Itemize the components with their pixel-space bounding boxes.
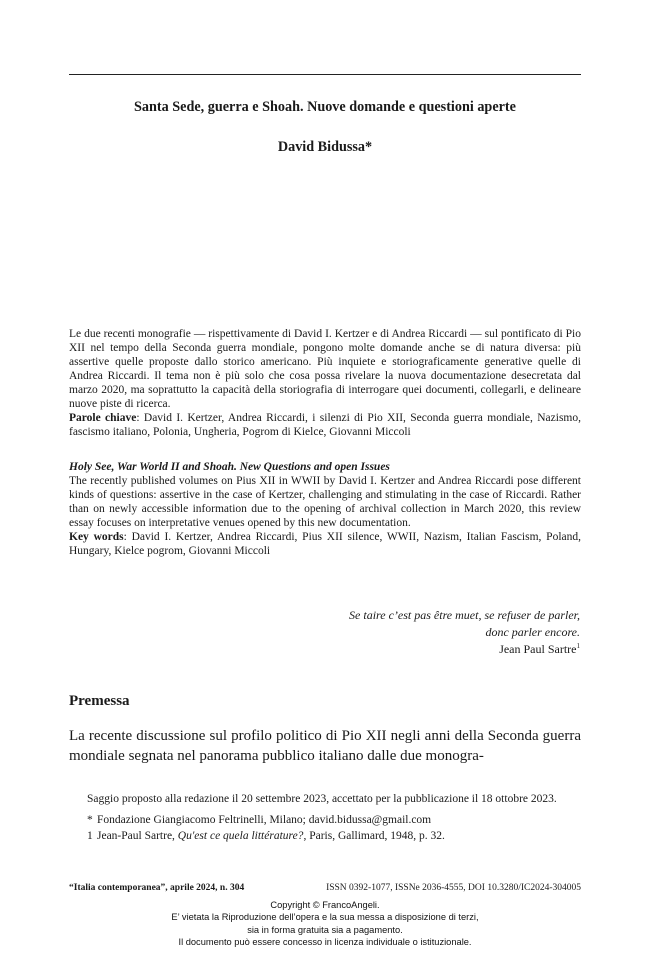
keywords-italian bbox=[69, 411, 581, 439]
epigraph-author: Jean Paul Sartre bbox=[499, 642, 577, 656]
notice-line-4: Il documento può essere concesso in licenza individuale o istituzionale. bbox=[178, 936, 472, 947]
epigraph-line-2: donc parler encore. bbox=[485, 625, 580, 639]
abstract-english bbox=[69, 460, 581, 558]
section-heading: Premessa bbox=[69, 693, 130, 709]
footnote-1-title: Qu'est ce quela littérature? bbox=[177, 830, 304, 842]
keywords-english-list: : David I. Kertzer, Andrea Riccardi, Pius XII silence, WWII, Nazism, Italian Fascism, Poland, Hungary, Kielce pogrom, Giovanni Miccoli bbox=[69, 531, 581, 557]
header-rule bbox=[69, 74, 581, 75]
notice-line-1: Copyright © FrancoAngeli. bbox=[270, 900, 380, 910]
notice-line-3: sia in forma gratuita sia a pagamento. bbox=[247, 924, 403, 935]
footnote-1 bbox=[69, 829, 581, 844]
keywords-english-label: Key words bbox=[69, 531, 124, 543]
abstract-italian-text: Le due recenti monografie — rispettivamente di David I. Kertzer e di Andrea Riccardi — sul pontificato di Pio XII nel tempo della Seconda guerra mondiale, pongono molte domande anche se di natura diversa: più assertive quelle proposte dallo storico americano. Più inquiete e storiograficamente generative quelle di Andrea Riccardi. Il tema non è più solo che cosa possa rivelare la nuova documentazione desecretata dal marzo 2020, ma soprattutto la capacità della storiografia di interrogare quei documenti, collegarli, e delineare nuove piste di ricerca. bbox=[69, 328, 581, 410]
copyright-notice bbox=[0, 899, 650, 948]
footnote-1-mark: 1 bbox=[87, 830, 93, 842]
issn-doi: ISSN 0392-1077, ISSNe 2036-4555, DOI 10.3280/IC2024-304005 bbox=[326, 883, 581, 893]
epigraph-attribution bbox=[349, 641, 580, 658]
keywords-english bbox=[69, 530, 581, 558]
footnote-ref-1[interactable]: 1 bbox=[576, 642, 580, 650]
section-body-text: La recente discussione sul profilo politico di Pio XII negli anni della Seconda guerra mondiale segnata nel panorama pubblico italiano dalle due monogra- bbox=[69, 728, 581, 764]
abstract-english-title: Holy See, War World II and Shoah. New Questions and open Issues bbox=[69, 461, 390, 473]
abstract-english-text: The recently published volumes on Pius XII in WWII by David I. Kertzer and Andrea Riccardi pose different kinds of questions: assertive in the case of Kertzer, challenging and stimulating in the case of Riccardi. Rather than on newly accessible information due to the opening of archival collection in March 2020, this review essay focuses on interpretative venues opened by this new documentation. bbox=[69, 475, 581, 529]
keywords-italian-list: : David I. Kertzer, Andrea Riccardi, i silenzi di Pio XII, Seconda guerra mondiale, Nazismo, fascismo italiano, Polonia, Ungheria, Pogrom di Kielce, Giovanni Miccoli bbox=[69, 412, 581, 438]
keywords-italian-label: Parole chiave bbox=[69, 412, 137, 424]
abstract-italian bbox=[69, 327, 581, 439]
author-note-text: Fondazione Giangiacomo Feltrinelli, Milano; david.bidussa@gmail.com bbox=[97, 814, 432, 826]
article-author: David Bidussa* bbox=[277, 139, 373, 155]
submission-note: Saggio proposto alla redazione il 20 settembre 2023, accettato per la pubblicazione il 18 ottobre 2023. bbox=[87, 793, 557, 805]
footnote-1-pre: Jean-Paul Sartre, bbox=[97, 830, 178, 842]
epigraph bbox=[349, 607, 580, 658]
page-footer bbox=[69, 883, 581, 893]
notice-line-2: E’ vietata la Riproduzione dell’opera e la sua messa a disposizione di terzi, bbox=[171, 912, 479, 923]
author-note-mark: * bbox=[87, 814, 93, 826]
footnotes bbox=[69, 792, 581, 844]
epigraph-line-1: Se taire c’est pas être muet, se refuser de parler, bbox=[349, 608, 580, 622]
article-title: Santa Sede, guerra e Shoah. Nuove domande e questioni aperte bbox=[134, 99, 516, 115]
journal-citation: “Italia contemporanea”, aprile 2024, n. 304 bbox=[69, 883, 245, 893]
footnote-1-post: , Paris, Gallimard, 1948, p. 32. bbox=[303, 830, 445, 842]
author-affiliation-note bbox=[69, 813, 581, 828]
